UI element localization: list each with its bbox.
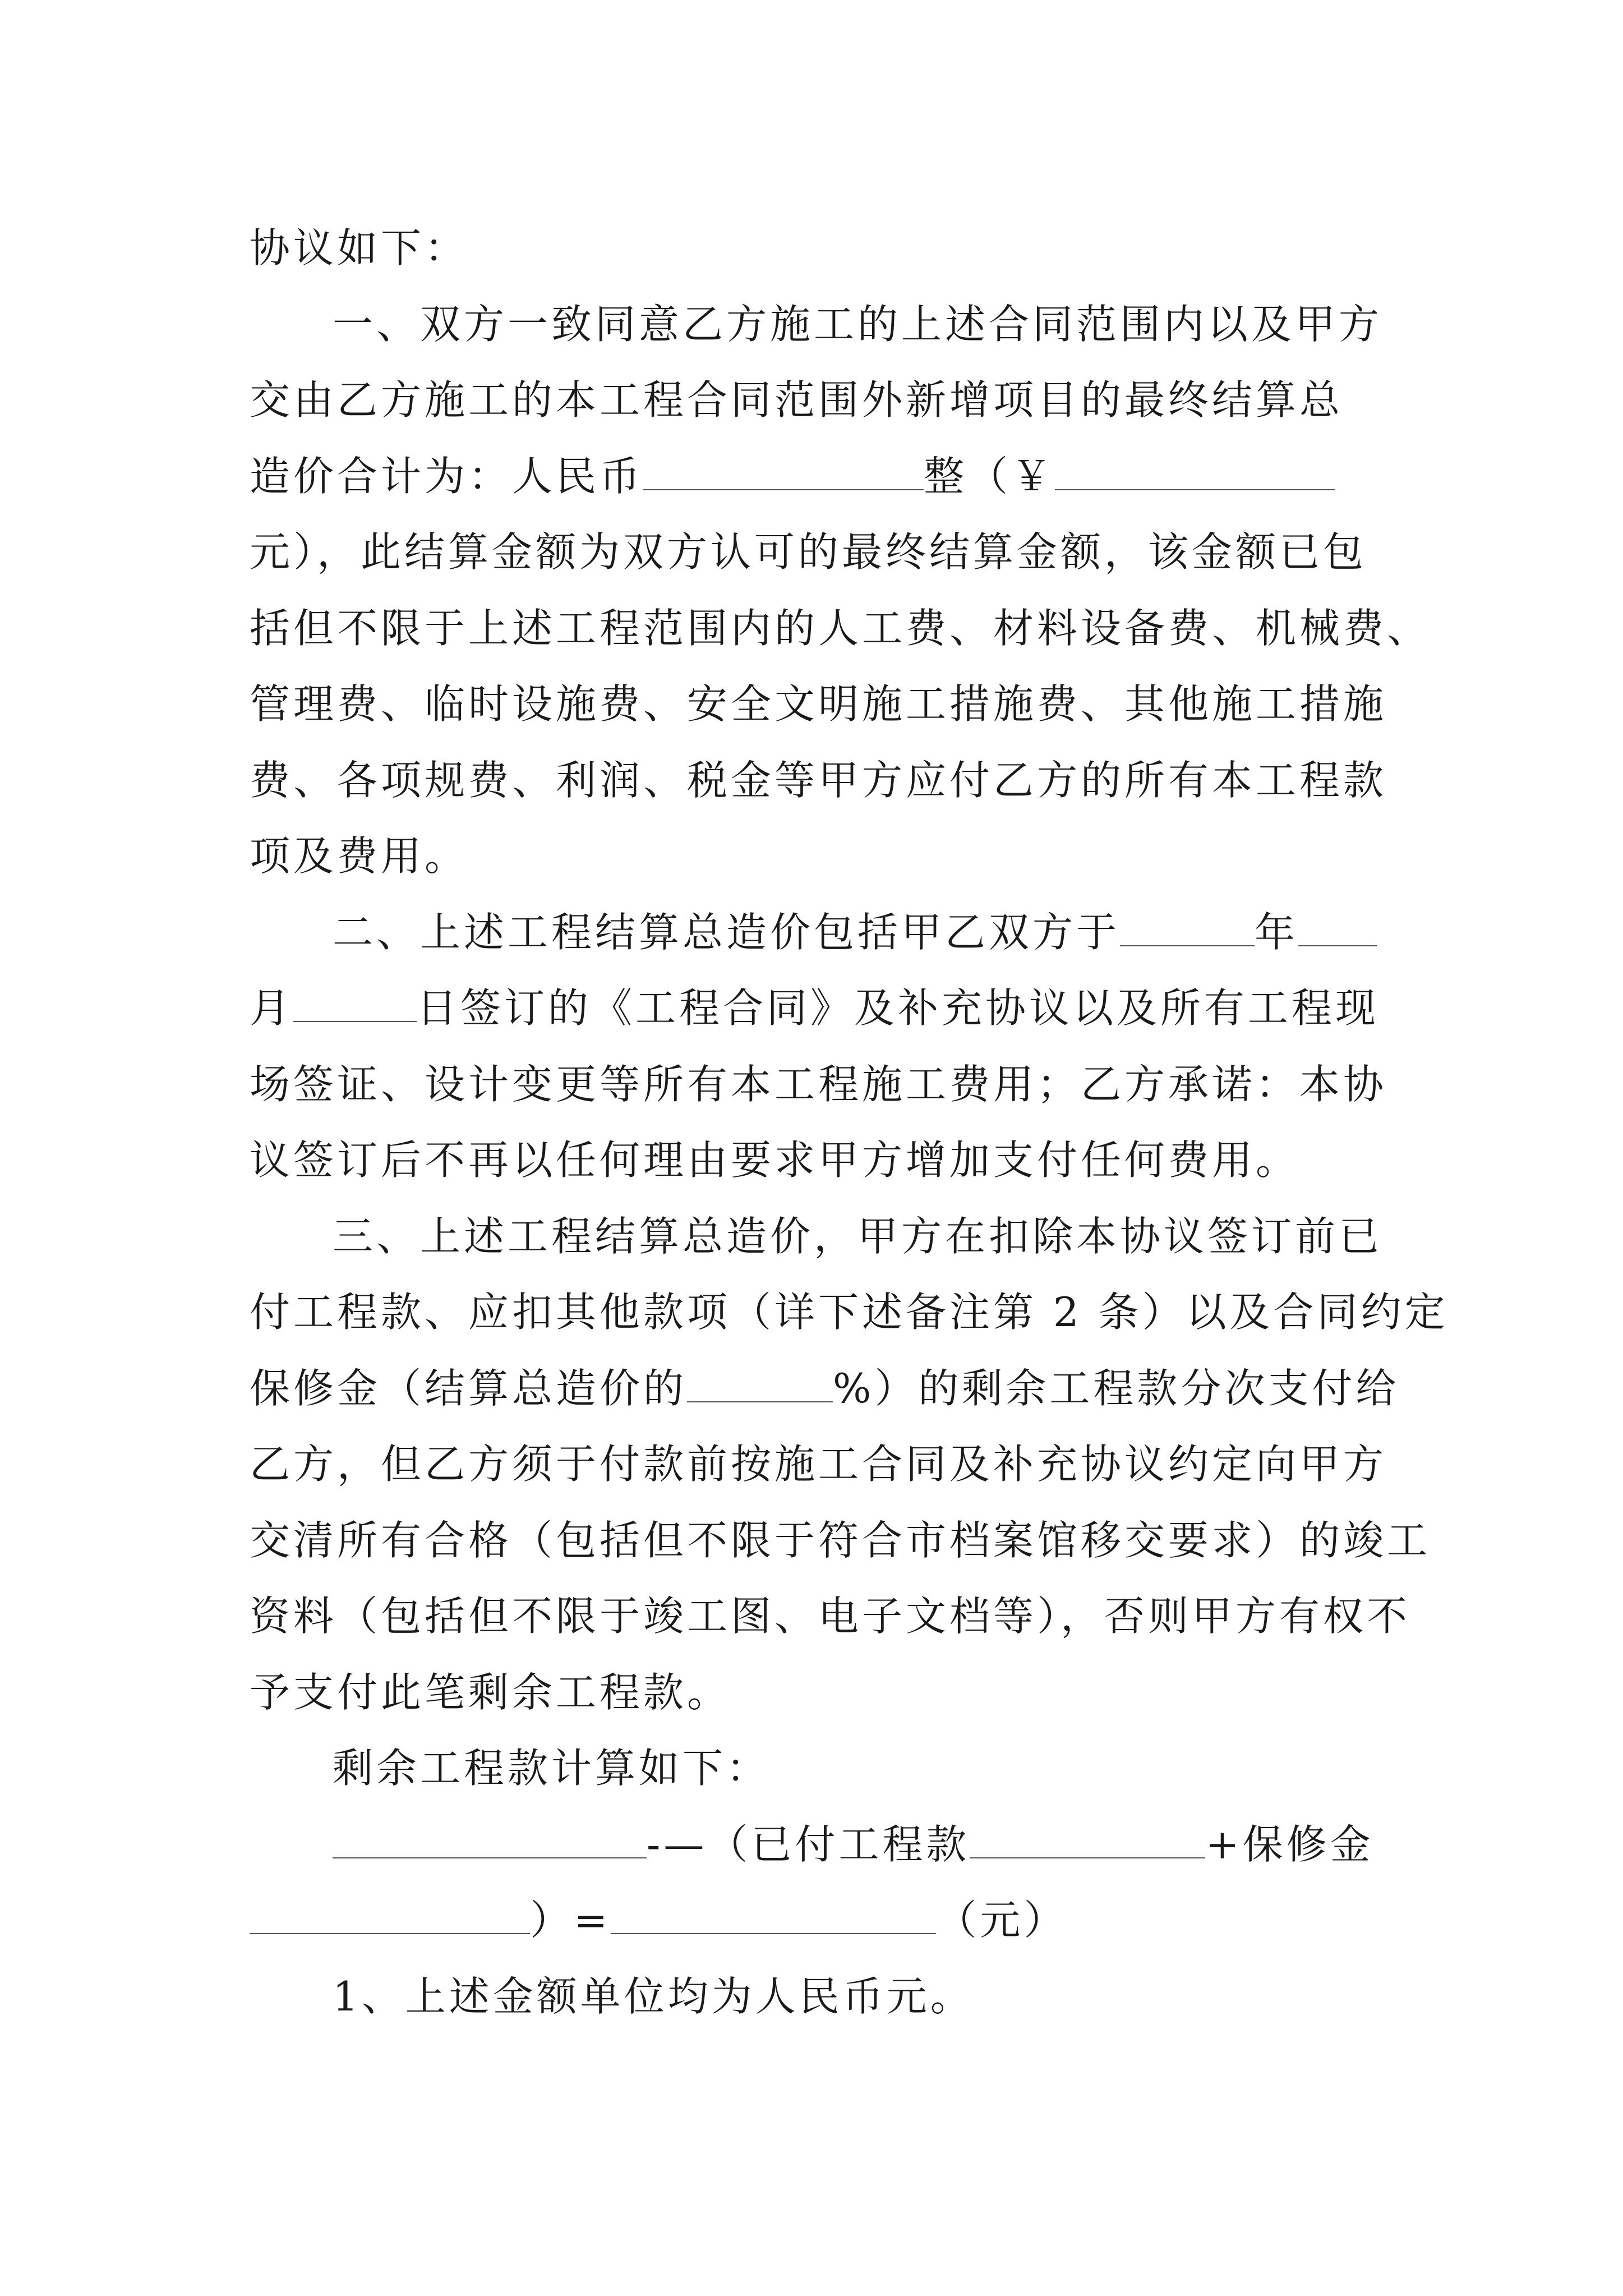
settlement-total-blank[interactable] [333,1824,647,1858]
clause1-line4: 元），此结算金额为双方认可的最终结算金额，该金额已包 [250,528,1367,576]
clause2-line1-text-b: 年 [1255,908,1299,956]
paid-amount-blank[interactable] [970,1824,1205,1858]
clause3-line3-text-a: 保修金（结算总造价的 [250,1364,688,1412]
clause3-line7: 予支付此笔剩余工程款。 [250,1668,731,1716]
retention-amount-blank[interactable] [250,1899,530,1934]
clause1-line3-text-a: 造价合计为：人民币 [250,452,644,500]
clause2-line1 [250,895,1391,971]
clause3-line3 [250,1351,1400,1427]
contract-year-blank[interactable] [1120,912,1255,946]
retention-percent-blank[interactable] [687,1368,833,1402]
clause3-line6: 资料（包括但不限于竣工图、电子文档等），否则甲方有权不 [250,1593,1411,1640]
calc-line1-text-b: +保修金 [1205,1820,1374,1868]
remaining-amount-blank[interactable] [611,1899,936,1934]
agreement-heading: 协议如下： [250,224,469,272]
total-price-chinese-blank[interactable] [643,455,924,490]
clause1-line7: 费、各项规费、利润、税金等甲方应付乙方的所有本工程款 [250,756,1387,804]
clause2-line3: 场签证、设计变更等所有本工程施工费用；乙方承诺：本协 [250,1060,1387,1108]
contract-day-blank[interactable] [293,987,417,1022]
clause2-line2-text-b: 日签订的《工程合同》及补充协议以及所有工程现 [417,984,1380,1032]
calc-line1 [250,1807,1391,1883]
clause2-line4: 议签订后不再以任何理由要求甲方增加支付任何费用。 [250,1137,1300,1184]
calc-line1-text-a: -—（已付工程款 [647,1820,970,1868]
calc-line2-text-b: （元） [936,1897,1068,1944]
clause1-line5: 括但不限于上述工程范围内的人工费、材料设备费、机械费、 [250,604,1431,652]
calc-line2 [250,1883,1391,1959]
clause3-line1: 三、上述工程结算总造价，甲方在扣除本协议签订前已 [333,1212,1383,1260]
clause2-line2 [250,970,1391,1047]
clause1-line3-text-b: 整（￥ [924,452,1055,500]
clause3-line3-text-b: %）的剩余工程款分次支付给 [833,1364,1400,1412]
note-1: 1、上述金额单位均为人民币元。 [333,1972,974,2020]
document-body [250,210,1449,2035]
total-price-number-blank[interactable] [1055,455,1335,490]
clause1-line8: 项及费用。 [250,832,469,880]
clause3-line5: 交清所有合格（包括但不限于符合市档案馆移交要求）的竣工 [250,1516,1431,1564]
calc-title: 剩余工程款计算如下： [333,1745,771,1792]
clause1-line6: 管理费、临时设施费、安全文明施工措施费、其他施工措施 [250,680,1387,728]
clause2-line1-text-a: 二、上述工程结算总造价包括甲乙双方于 [333,908,1121,956]
clause2-line2-text-a: 月 [250,984,294,1032]
calc-line2-text-a: ）= [530,1897,611,1944]
clause1-line3 [250,439,1391,515]
clause1-line1: 一、双方一致同意乙方施工的上述合同范围内以及甲方 [333,300,1383,348]
clause3-line4: 乙方，但乙方须于付款前按施工合同及补充协议约定向甲方 [250,1441,1387,1488]
clause3-line2: 付工程款、应扣其他款项（详下述备注第 2 条）以及合同约定 [250,1289,1449,1336]
clause1-line2: 交由乙方施工的本工程合同范围外新增项目的最终结算总 [250,376,1344,424]
contract-month-blank[interactable] [1298,912,1377,946]
